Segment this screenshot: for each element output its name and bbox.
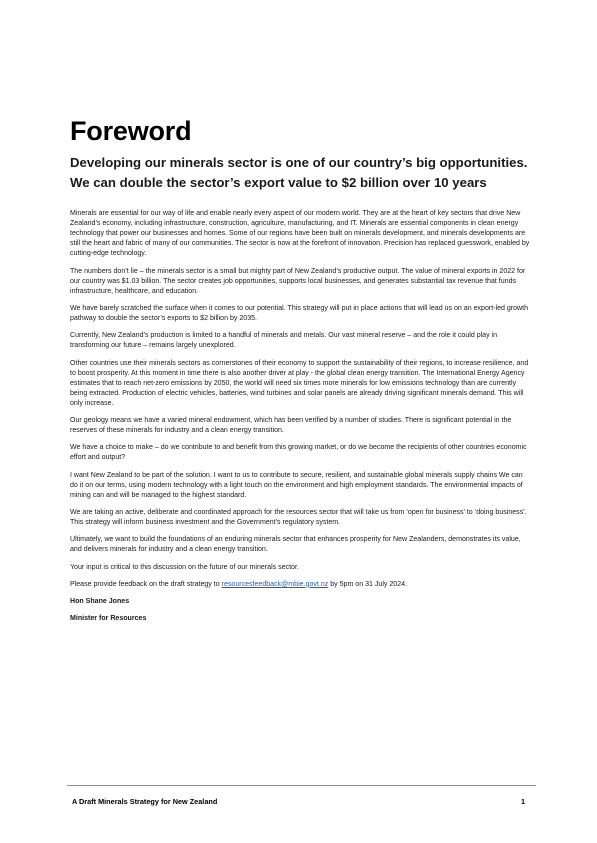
page-subtitle: Developing our minerals sector is one of our country’s big opportunities. We can double the sector’s export value to $2 billion over 10 years	[70, 155, 528, 190]
paragraph: I want New Zealand to be part of the solution. I want to us to contribute to secure, resilient, and sustainable global minerals supply chains We can do it on our terms, using modern technology with a light touch on the environment and high employment standards. The environmental impacts of mining can and will be managed to the highest standard.	[70, 471, 523, 499]
foreword-body	[70, 209, 530, 631]
paragraph: We have barely scratched the surface when it comes to our potential. This strategy will put in place actions that will lead us on an export-led growth pathway to double the sector’s exports to $2 billion by 2035.	[70, 304, 529, 323]
page-title: Foreword	[70, 116, 192, 146]
paragraph: The numbers don’t lie – the minerals sector is a small but mighty part of New Zealand’s productive output. The value of mineral exports in 2022 for our country was $1.03 billion. The sector creates job opportunities, supports local businesses, and generates substantial tax revenue that funds infrastructure, healthcare, and education.	[70, 267, 526, 295]
paragraph: We are taking an active, deliberate and coordinated approach for the resources sector that will take us from ‘open for business’ to ‘doing business’. This strategy will inform business investment and the Government’s regulatory system.	[70, 509, 527, 527]
paragraph: Other countries use their minerals sectors as cornerstones of their economy to support the sustainability of their regions, to increase resilience, and to boost prosperity. At this moment in time there is also another driver at play - the global clean energy transition. The International Energy Agency estimates that to reach net-zero emissions by 2050, the world will need six times more minerals for low emissions technology than are currently being extracted. Production of electric vehicles, batteries, wind turbines and solar panels are already driving significant minerals demand. This will only increase.	[70, 359, 529, 407]
signature-name: Hon Shane Jones	[70, 597, 130, 605]
paragraph: Ultimately, we want to build the foundations of an enduring minerals sector that enhances prosperity for New Zealanders, demonstrates its value, and delivers minerals for industry and a clean energy transition.	[70, 536, 521, 554]
footer-page-number: 1	[521, 797, 526, 806]
signature-role: Minister for Resources	[70, 615, 147, 623]
footer-divider	[67, 785, 536, 786]
paragraph: Our geology means we have a varied mineral endowment, which has been verified by a number of studies. There is significant potential in the reserves of these minerals for industry and a clean energy transition.	[70, 417, 512, 435]
paragraph: We have a choice to make – do we contribute to and benefit from this growing market, or do we become the recipients of other countries economic effort and output?	[70, 444, 527, 462]
paragraph: Minerals are essential for our way of life and enable nearly every aspect of our modern world. They are at the heart of key sectors that drive New Zealand’s economy, including infrastructure, construction, agriculture, manufacturing, and IT. Minerals are essential components in clean energy technology that power our businesses and homes. Some of our regions have been built on minerals development, and minerals developments are still the heart and fabric of many of our communities. The sector is now at the forefront of innovation. Precision has replaced guesswork, enabled by cutting-edge technology.	[70, 210, 530, 258]
feedback-email-link[interactable]: resourcesfeedback@mbie.govt.nz	[221, 580, 329, 588]
footer-document-title: A Draft Minerals Strategy for New Zealand	[72, 797, 218, 806]
paragraph: Currently, New Zealand’s production is limited to a handful of minerals and metals. Our vast mineral reserve – and the role it could play in transforming our future – remains largely unexplored.	[70, 332, 498, 350]
feedback-text-after: by 5pm on 31 July 2024.	[328, 580, 408, 588]
feedback-paragraph	[70, 580, 530, 590]
feedback-text-before: Please provide feedback on the draft strategy to	[70, 580, 222, 588]
paragraph: Your input is critical to this discussion on the future of our minerals sector.	[70, 563, 299, 571]
